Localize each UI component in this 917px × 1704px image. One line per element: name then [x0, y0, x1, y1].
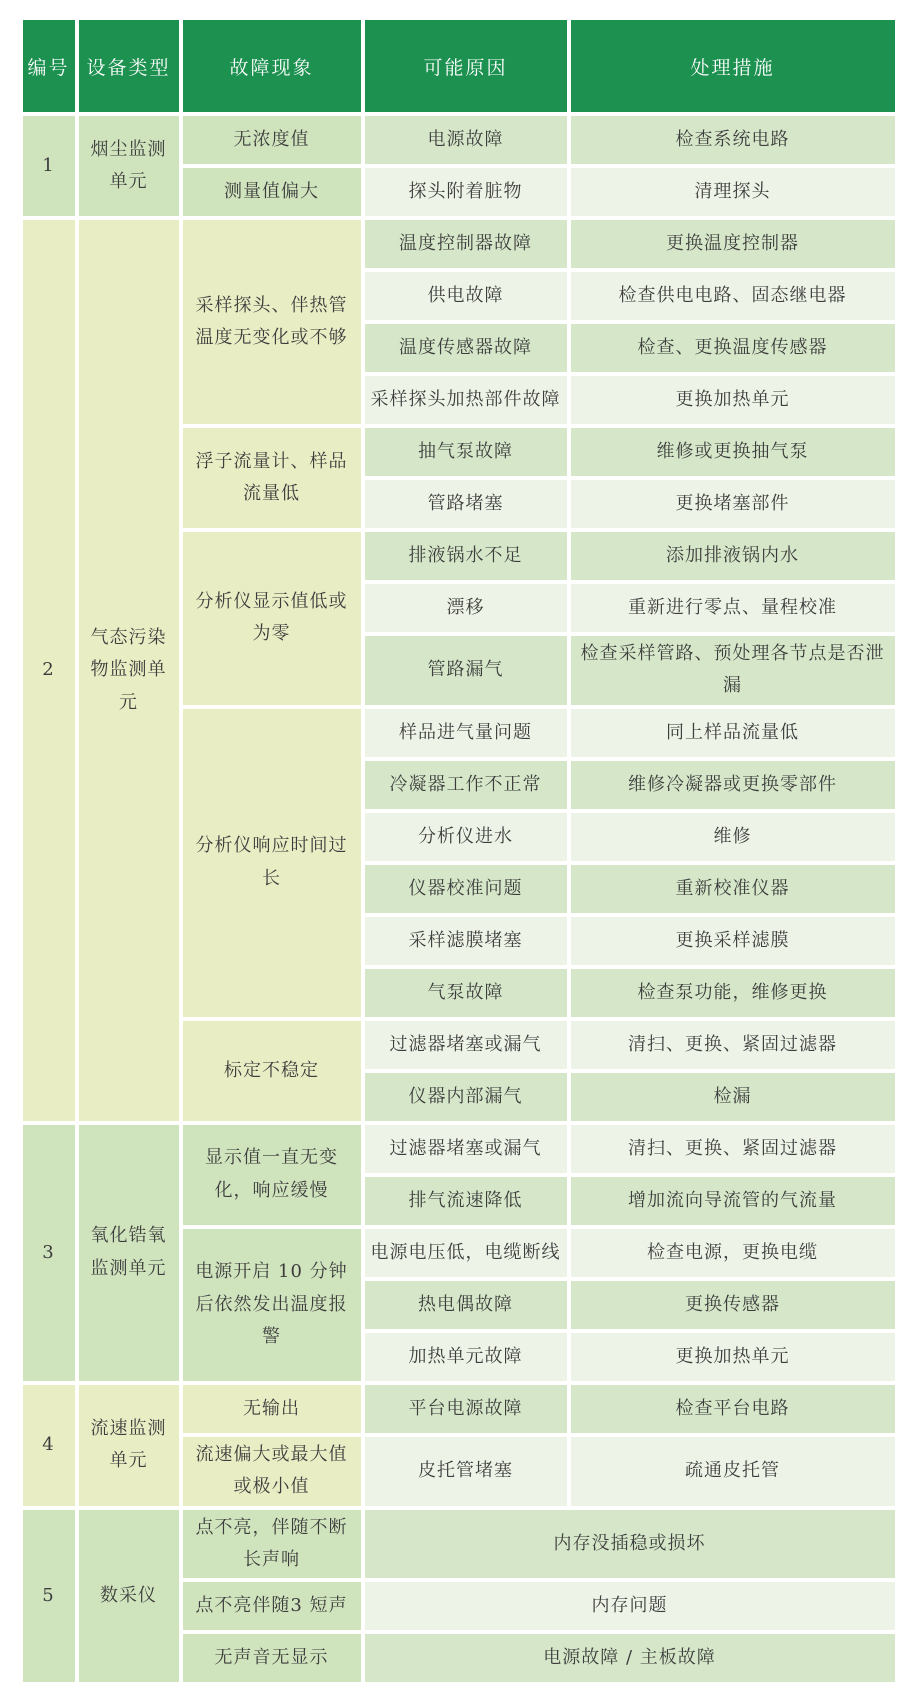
- group-number: 3: [23, 1125, 75, 1381]
- treatment-measure: 维修或更换抽气泵: [571, 428, 895, 476]
- device-type: 气态污染物监测单元: [79, 220, 179, 1121]
- treatment-measure: 疏通皮托管: [571, 1437, 895, 1506]
- possible-cause: 抽气泵故障: [365, 428, 567, 476]
- col-header-possible-cause: 可能原因: [365, 20, 567, 112]
- fault-phenomenon: 采样探头、伴热管温度无变化或不够: [183, 220, 361, 424]
- possible-cause: 排液锅水不足: [365, 532, 567, 580]
- table-row: [23, 1510, 895, 1579]
- possible-cause: 分析仪进水: [365, 813, 567, 861]
- treatment-measure: 检查平台电路: [571, 1385, 895, 1433]
- possible-cause: 温度控制器故障: [365, 220, 567, 268]
- device-type: 氧化锆氧监测单元: [79, 1125, 179, 1381]
- cause-and-measure: 电源故障 / 主板故障: [365, 1634, 895, 1682]
- group-number: 1: [23, 116, 75, 216]
- possible-cause: 仪器校准问题: [365, 865, 567, 913]
- possible-cause: 采样探头加热部件故障: [365, 376, 567, 424]
- fault-phenomenon: 标定不稳定: [183, 1021, 361, 1121]
- col-header-fault-phenomenon: 故障现象: [183, 20, 361, 112]
- possible-cause: 供电故障: [365, 272, 567, 320]
- fault-phenomenon: 流速偏大或最大值或极小值: [183, 1437, 361, 1506]
- fault-phenomenon: 电源开启 10 分钟后依然发出温度报警: [183, 1229, 361, 1381]
- fault-phenomenon: 测量值偏大: [183, 168, 361, 216]
- col-header-device-type: 设备类型: [79, 20, 179, 112]
- fault-table: [19, 16, 899, 1686]
- table-row: [23, 1385, 895, 1433]
- cause-and-measure: 内存问题: [365, 1582, 895, 1630]
- possible-cause: 样品进气量问题: [365, 709, 567, 757]
- fault-phenomenon: 分析仪显示值低或为零: [183, 532, 361, 705]
- treatment-measure: 检查泵功能，维修更换: [571, 969, 895, 1017]
- col-header-treatment-measure: 处理措施: [571, 20, 895, 112]
- treatment-measure: 同上样品流量低: [571, 709, 895, 757]
- group-number: 5: [23, 1510, 75, 1683]
- fault-phenomenon: 显示值一直无变化，响应缓慢: [183, 1125, 361, 1225]
- fault-phenomenon: 分析仪响应时间过长: [183, 709, 361, 1017]
- table-row: [23, 220, 895, 268]
- possible-cause: 电源故障: [365, 116, 567, 164]
- possible-cause: 电源电压低，电缆断线: [365, 1229, 567, 1277]
- cause-and-measure: 内存没插稳或损坏: [365, 1510, 895, 1579]
- treatment-measure: 清扫、更换、紧固过滤器: [571, 1125, 895, 1173]
- fault-phenomenon: 无输出: [183, 1385, 361, 1433]
- device-type: 数采仪: [79, 1510, 179, 1683]
- possible-cause: 温度传感器故障: [365, 324, 567, 372]
- treatment-measure: 更换传感器: [571, 1281, 895, 1329]
- treatment-measure: 增加流向导流管的气流量: [571, 1177, 895, 1225]
- device-type: 烟尘监测单元: [79, 116, 179, 216]
- table-row: [23, 116, 895, 164]
- possible-cause: 热电偶故障: [365, 1281, 567, 1329]
- fault-phenomenon: 点不亮伴随3 短声: [183, 1582, 361, 1630]
- fault-phenomenon: 无声音无显示: [183, 1634, 361, 1682]
- treatment-measure: 更换加热单元: [571, 1333, 895, 1381]
- table-header-row: [23, 20, 895, 112]
- treatment-measure: 检查、更换温度传感器: [571, 324, 895, 372]
- treatment-measure: 检查电源，更换电缆: [571, 1229, 895, 1277]
- table-row: [23, 1125, 895, 1173]
- treatment-measure: 清理探头: [571, 168, 895, 216]
- col-header-no: 编号: [23, 20, 75, 112]
- fault-phenomenon: 点不亮，伴随不断长声响: [183, 1510, 361, 1579]
- treatment-measure: 维修: [571, 813, 895, 861]
- possible-cause: 排气流速降低: [365, 1177, 567, 1225]
- possible-cause: 仪器内部漏气: [365, 1073, 567, 1121]
- possible-cause: 探头附着脏物: [365, 168, 567, 216]
- possible-cause: 采样滤膜堵塞: [365, 917, 567, 965]
- treatment-measure: 检查系统电路: [571, 116, 895, 164]
- possible-cause: 冷凝器工作不正常: [365, 761, 567, 809]
- treatment-measure: 添加排液锅内水: [571, 532, 895, 580]
- possible-cause: 过滤器堵塞或漏气: [365, 1125, 567, 1173]
- possible-cause: 气泵故障: [365, 969, 567, 1017]
- treatment-measure: 重新进行零点、量程校准: [571, 584, 895, 632]
- possible-cause: 管路堵塞: [365, 480, 567, 528]
- group-number: 2: [23, 220, 75, 1121]
- treatment-measure: 更换采样滤膜: [571, 917, 895, 965]
- device-type: 流速监测单元: [79, 1385, 179, 1506]
- possible-cause: 过滤器堵塞或漏气: [365, 1021, 567, 1069]
- possible-cause: 漂移: [365, 584, 567, 632]
- treatment-measure: 更换加热单元: [571, 376, 895, 424]
- possible-cause: 皮托管堵塞: [365, 1437, 567, 1506]
- treatment-measure: 更换堵塞部件: [571, 480, 895, 528]
- treatment-measure: 重新校准仪器: [571, 865, 895, 913]
- treatment-measure: 更换温度控制器: [571, 220, 895, 268]
- possible-cause: 加热单元故障: [365, 1333, 567, 1381]
- fault-phenomenon: 无浓度值: [183, 116, 361, 164]
- treatment-measure: 检查采样管路、预处理各节点是否泄漏: [571, 636, 895, 705]
- possible-cause: 平台电源故障: [365, 1385, 567, 1433]
- treatment-measure: 检查供电电路、固态继电器: [571, 272, 895, 320]
- group-number: 4: [23, 1385, 75, 1506]
- treatment-measure: 维修冷凝器或更换零部件: [571, 761, 895, 809]
- treatment-measure: 检漏: [571, 1073, 895, 1121]
- treatment-measure: 清扫、更换、紧固过滤器: [571, 1021, 895, 1069]
- possible-cause: 管路漏气: [365, 636, 567, 705]
- fault-phenomenon: 浮子流量计、样品流量低: [183, 428, 361, 528]
